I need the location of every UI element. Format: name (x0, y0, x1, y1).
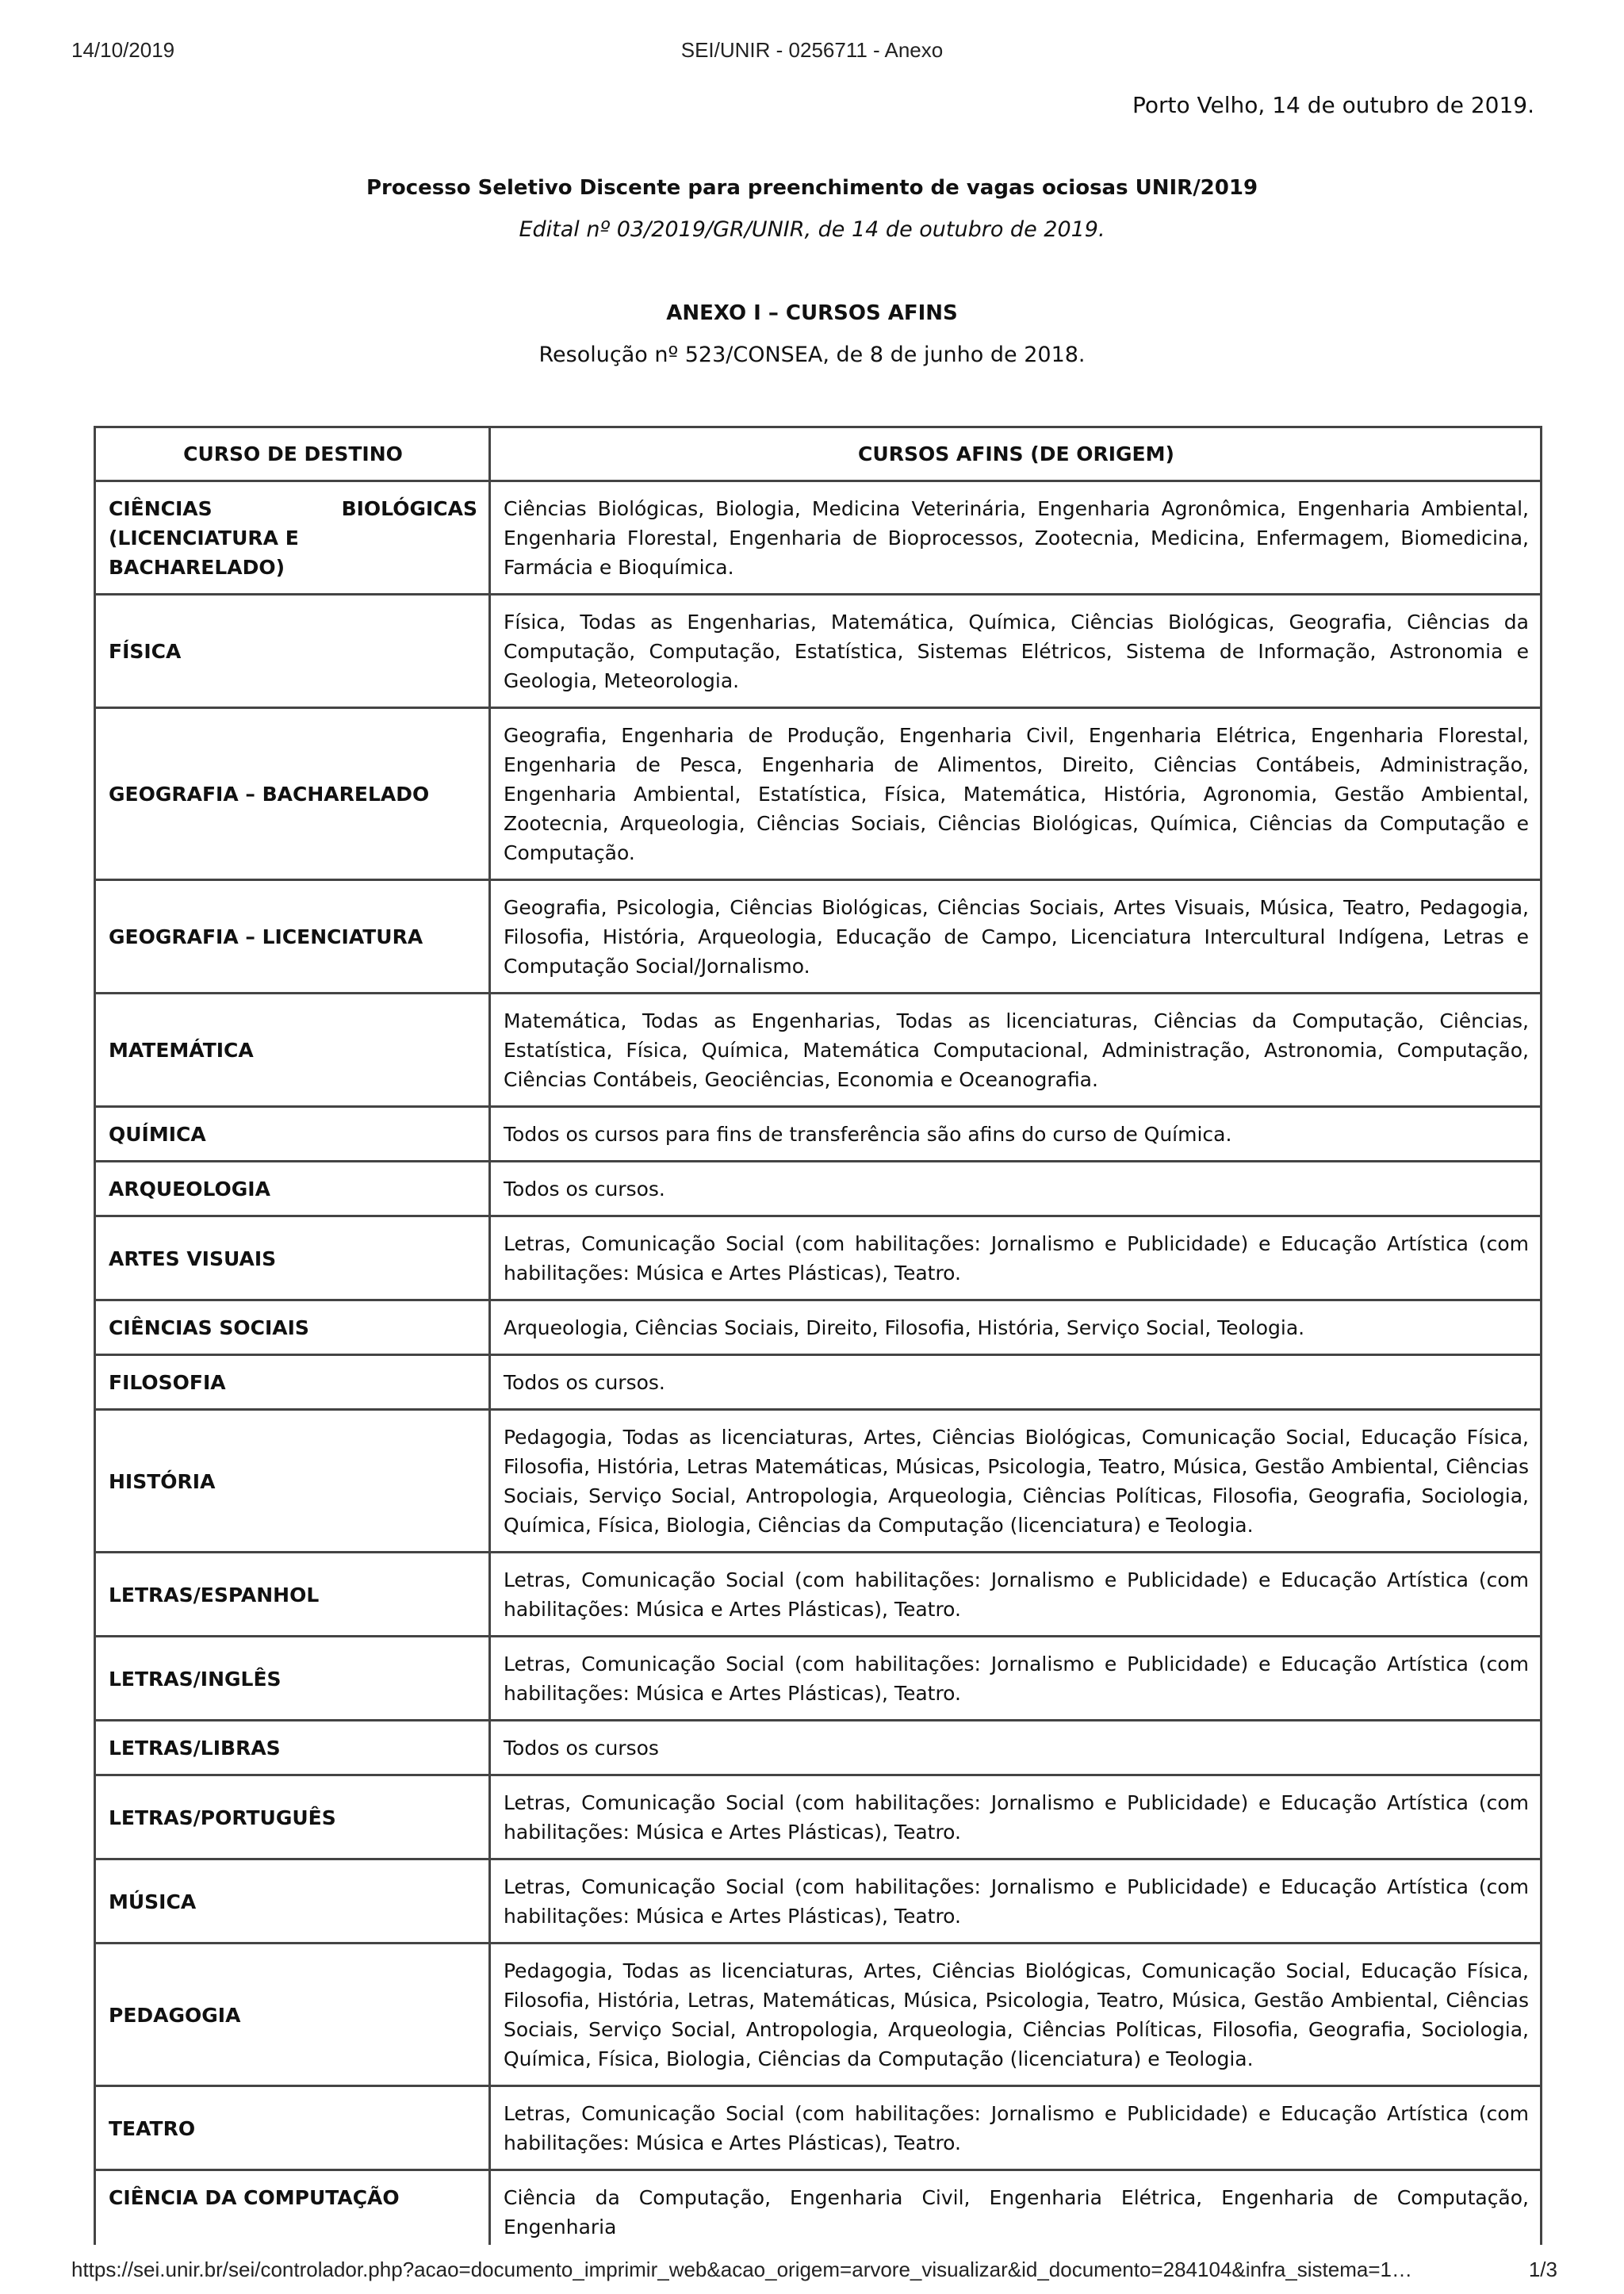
table-row (95, 1162, 1542, 1216)
heading-anexo: ANEXO I – CURSOS AFINS (666, 301, 958, 325)
heading-edital: Edital nº 03/2019/GR/UNIR, de 14 de outubro de 2019. (519, 217, 1105, 242)
destino-cell: FILOSOFIA (95, 1355, 490, 1410)
origem-cell: Pedagogia, Todas as licenciaturas, Artes, Ciências Biológicas, Comunicação Social, Educação Física, Filosofia, História, Letras Matemáticas, Músicas, Psicologia, Teatro, Música, Gestão Ambiental, Ciências Sociais, Serviço Social, Antropologia, Arqueologia, Ciências Políticas, Filosofia, Geografia, Sociologia, Química, Física, Biologia, Ciências da Computação (licenciatura) e Teologia. (490, 1410, 1542, 1553)
origem-cell: Letras, Comunicação Social (com habilitações: Jornalismo e Publicidade) e Educação Artística (com habilitações: Música e Artes Plásticas), Teatro. (490, 2086, 1542, 2170)
table-row (95, 1637, 1542, 1721)
origem-cell: Letras, Comunicação Social (com habilitações: Jornalismo e Publicidade) e Educação Artística (com habilitações: Música e Artes Plásticas), Teatro. (490, 1637, 1542, 1721)
table-row (95, 481, 1542, 595)
heading-main: Processo Seletivo Discente para preenchimento de vagas ociosas UNIR/2019 (366, 176, 1258, 200)
destino-cell: QUÍMICA (95, 1107, 490, 1162)
origem-cell: Ciências Biológicas, Biologia, Medicina Veterinária, Engenharia Agronômica, Engenharia Ambiental, Engenharia Florestal, Engenharia de Bioprocessos, Zootecnia, Medicina, Enfermagem, Biomedicina, Farmácia e Bioquímica. (490, 481, 1542, 595)
table-row (95, 1553, 1542, 1637)
destino-word: CIÊNCIAS (109, 497, 213, 520)
table-row (95, 2170, 1542, 2246)
table-row (95, 1216, 1542, 1300)
destino-cell: LETRAS/INGLÊS (95, 1637, 490, 1721)
table-row (95, 1300, 1542, 1355)
print-url: https://sei.unir.br/sei/controlador.php?acao=documento_imprimir_web&acao_origem=arvore_visualizar&id_documento=284104&infra_sistema=1… (71, 2258, 1412, 2281)
column-header-origem: CURSOS AFINS (DE ORIGEM) (490, 427, 1542, 481)
origem-cell: Todos os cursos. (490, 1162, 1542, 1216)
origem-cell: Física, Todas as Engenharias, Matemática, Química, Ciências Biológicas, Geografia, Ciências da Computação, Computação, Estatística, Sistemas Elétricos, Sistema de Informação, Astronomia e Geologia, Meteorologia. (490, 595, 1542, 708)
origem-cell: Letras, Comunicação Social (com habilitações: Jornalismo e Publicidade) e Educação Artística (com habilitações: Música e Artes Plásticas), Teatro. (490, 1775, 1542, 1859)
origem-cell: Geografia, Psicologia, Ciências Biológicas, Ciências Sociais, Artes Visuais, Música, Teatro, Pedagogia, Filosofia, História, Arqueologia, Educação de Campo, Licenciatura Intercultural Indígena, Letras e Computação Social/Jornalismo. (490, 880, 1542, 994)
origem-cell: Letras, Comunicação Social (com habilitações: Jornalismo e Publicidade) e Educação Artística (com habilitações: Música e Artes Plásticas), Teatro. (490, 1216, 1542, 1300)
destino-cell: LETRAS/LIBRAS (95, 1721, 490, 1775)
table-header-row (95, 427, 1542, 481)
origem-cell: Todos os cursos. (490, 1355, 1542, 1410)
destino-cell: MÚSICA (95, 1859, 490, 1944)
column-header-destino: CURSO DE DESTINO (95, 427, 490, 481)
destino-cell: FÍSICA (95, 595, 490, 708)
table-row (95, 1859, 1542, 1944)
table-row (95, 994, 1542, 1107)
destino-line: (LICENCIATURA E BACHARELADO) (109, 527, 299, 579)
heading-resolucao: Resolução nº 523/CONSEA, de 8 de junho de 2018. (538, 343, 1086, 367)
origem-cell: Pedagogia, Todas as licenciaturas, Artes, Ciências Biológicas, Comunicação Social, Educação Física, Filosofia, História, Letras, Matemáticas, Música, Psicologia, Teatro, Música, Gestão Ambiental, Ciências Sociais, Serviço Social, Antropologia, Arqueologia, Ciências Políticas, Filosofia, Geografia, Sociologia, Química, Física, Biologia, Ciências da Computação (licenciatura) e Teologia. (490, 1944, 1542, 2086)
origem-cell: Todos os cursos (490, 1721, 1542, 1775)
print-header (71, 38, 1553, 70)
origem-cell: Arqueologia, Ciências Sociais, Direito, Filosofia, História, Serviço Social, Teologia. (490, 1300, 1542, 1355)
place-date: Porto Velho, 14 de outubro de 2019. (1132, 92, 1534, 118)
origem-cell: Ciência da Computação, Engenharia Civil, Engenharia Elétrica, Engenharia de Computação, Engenharia (490, 2170, 1542, 2246)
destino-line (109, 494, 477, 523)
table-row (95, 1721, 1542, 1775)
destino-cell: LETRAS/ESPANHOL (95, 1553, 490, 1637)
table-body (95, 481, 1542, 2246)
destino-cell: GEOGRAFIA – BACHARELADO (95, 708, 490, 880)
destino-cell: MATEMÁTICA (95, 994, 490, 1107)
origem-cell: Todos os cursos para fins de transferência são afins do curso de Química. (490, 1107, 1542, 1162)
print-date: 14/10/2019 (71, 38, 175, 62)
destino-cell: LETRAS/PORTUGUÊS (95, 1775, 490, 1859)
table-row (95, 1944, 1542, 2086)
page-number: 1/3 (1528, 2258, 1557, 2281)
print-footer (71, 2258, 1557, 2289)
destino-cell: PEDAGOGIA (95, 1944, 490, 2086)
table-row (95, 1410, 1542, 1553)
origem-cell: Letras, Comunicação Social (com habilitações: Jornalismo e Publicidade) e Educação Artística (com habilitações: Música e Artes Plásticas), Teatro. (490, 1859, 1542, 1944)
print-title: SEI/UNIR - 0256711 - Anexo (680, 38, 944, 62)
table-row (95, 2086, 1542, 2170)
origem-cell: Letras, Comunicação Social (com habilitações: Jornalismo e Publicidade) e Educação Artística (com habilitações: Música e Artes Plásticas), Teatro. (490, 1553, 1542, 1637)
destino-cell: HISTÓRIA (95, 1410, 490, 1553)
table-row (95, 1355, 1542, 1410)
origem-cell: Matemática, Todas as Engenharias, Todas as licenciaturas, Ciências da Computação, Ciências, Estatística, Física, Química, Matemática Computacional, Administração, Astronomia, Computação, Ciências Contábeis, Geociências, Economia e Oceanografia. (490, 994, 1542, 1107)
table-row (95, 595, 1542, 708)
destino-word: BIOLÓGICAS (341, 497, 477, 520)
destino-cell: CIÊNCIAS SOCIAIS (95, 1300, 490, 1355)
table-row (95, 708, 1542, 880)
courses-table (94, 426, 1542, 2245)
destino-cell: CIÊNCIA DA COMPUTAÇÃO (95, 2170, 490, 2246)
origem-cell: Geografia, Engenharia de Produção, Engenharia Civil, Engenharia Elétrica, Engenharia Florestal, Engenharia de Pesca, Engenharia de Alimentos, Direito, Ciências Contábeis, Administração, Engenharia Ambiental, Estatística, Física, Matemática, História, Agronomia, Gestão Ambiental, Zootecnia, Arqueologia, Ciências Sociais, Ciências Biológicas, Química, Ciências da Computação e Computação. (490, 708, 1542, 880)
destino-cell: ARQUEOLOGIA (95, 1162, 490, 1216)
destino-cell: TEATRO (95, 2086, 490, 2170)
table-row (95, 1775, 1542, 1859)
destino-cell (95, 481, 490, 595)
destino-cell: GEOGRAFIA – LICENCIATURA (95, 880, 490, 994)
table-row (95, 880, 1542, 994)
table-row (95, 1107, 1542, 1162)
destino-cell: ARTES VISUAIS (95, 1216, 490, 1300)
